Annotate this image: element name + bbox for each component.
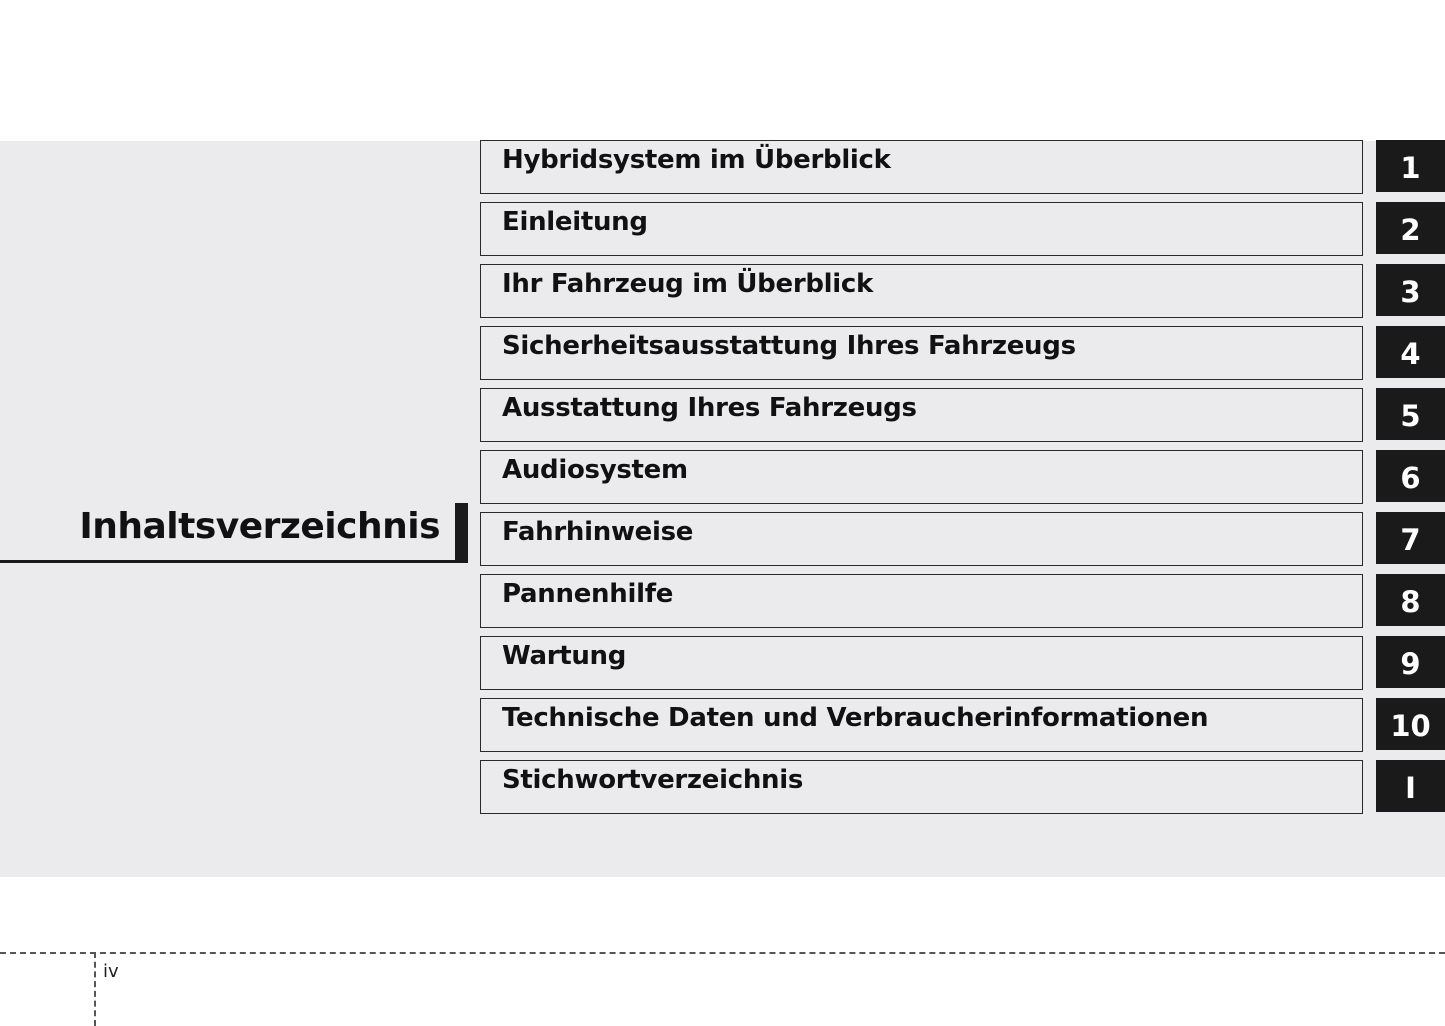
chapter-item[interactable] [480,388,1445,442]
chapter-label: Stichwortverzeichnis [502,765,804,795]
chapter-label: Fahrhinweise [502,517,694,547]
chapter-item[interactable] [480,636,1445,690]
cut-line-horizontal [0,952,1445,954]
chapter-box[interactable] [480,760,1363,814]
chapter-tab[interactable] [1376,636,1445,688]
chapter-number: 8 [1400,585,1421,619]
chapter-number: 5 [1400,399,1421,433]
chapter-label: Technische Daten und Verbraucherinformationen [502,703,1209,733]
chapter-box[interactable] [480,450,1363,504]
cut-line-vertical [94,952,96,1026]
chapter-box[interactable] [480,512,1363,566]
chapter-item[interactable] [480,326,1445,380]
chapter-box[interactable] [480,698,1363,752]
chapter-number: 6 [1400,461,1421,495]
chapter-tab[interactable] [1376,512,1445,564]
chapter-label: Audiosystem [502,455,688,485]
chapter-number: 1 [1400,151,1421,185]
chapter-box[interactable] [480,202,1363,256]
title-marker-bar [455,503,468,563]
chapter-item[interactable] [480,264,1445,318]
chapter-item[interactable] [480,698,1445,752]
chapter-item[interactable] [480,512,1445,566]
chapter-label: Ausstattung Ihres Fahrzeugs [502,393,917,423]
chapter-tab[interactable] [1376,140,1445,192]
chapter-tab[interactable] [1376,264,1445,316]
chapter-tab[interactable] [1376,326,1445,378]
chapter-box[interactable] [480,326,1363,380]
chapter-tab[interactable] [1376,760,1445,812]
chapter-tab[interactable] [1376,388,1445,440]
chapter-number: I [1405,771,1416,805]
page-number: iv [103,961,119,982]
chapter-tab[interactable] [1376,450,1445,502]
chapter-label: Ihr Fahrzeug im Überblick [502,269,873,299]
chapter-number: 4 [1400,337,1421,371]
chapter-label: Sicherheitsausstattung Ihres Fahrzeugs [502,331,1076,361]
chapter-tab[interactable] [1376,574,1445,626]
chapter-label: Pannenhilfe [502,579,674,609]
chapter-item[interactable] [480,202,1445,256]
chapter-number: 3 [1400,275,1421,309]
chapter-box[interactable] [480,264,1363,318]
chapter-box[interactable] [480,388,1363,442]
chapter-number: 7 [1400,523,1421,557]
chapter-item[interactable] [480,574,1445,628]
chapter-item[interactable] [480,760,1445,814]
page-title: Inhaltsverzeichnis [79,506,440,547]
chapter-tab[interactable] [1376,698,1445,750]
title-underline [0,560,468,563]
chapter-box[interactable] [480,636,1363,690]
toc-heading [0,503,468,564]
chapter-box[interactable] [480,140,1363,194]
chapter-label: Wartung [502,641,627,671]
chapter-label: Hybridsystem im Überblick [502,145,891,175]
chapter-item[interactable] [480,450,1445,504]
chapter-number: 10 [1390,709,1431,743]
chapter-box[interactable] [480,574,1363,628]
chapter-number: 2 [1400,213,1421,247]
chapter-number: 9 [1400,647,1421,681]
chapter-label: Einleitung [502,207,648,237]
chapter-tab[interactable] [1376,202,1445,254]
chapter-item[interactable] [480,140,1445,194]
